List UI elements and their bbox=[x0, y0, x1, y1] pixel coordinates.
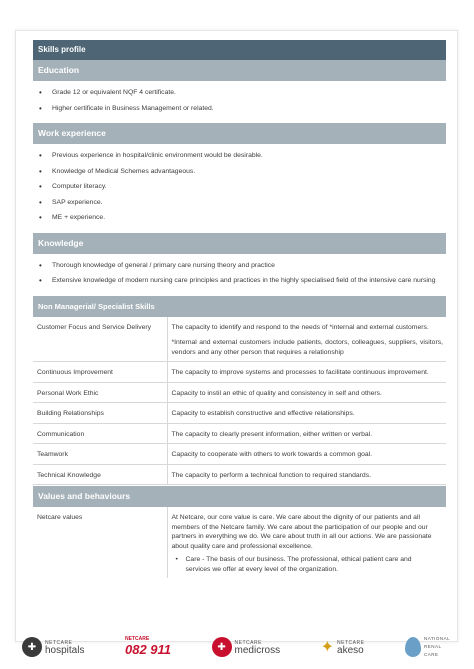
document-content bbox=[33, 40, 446, 578]
list-item: • Care - The basis of our business. The professional, ethical patient care and services we offer at every level of the organization. bbox=[172, 555, 437, 574]
national-renal-care-logo: NATIONAL RENAL CARE bbox=[405, 635, 452, 659]
list-item: • Previous experience in hospital/clinic environment would be desirable. bbox=[33, 151, 446, 161]
work-experience-header: Work experience bbox=[33, 123, 446, 144]
values-label: Netcare values bbox=[33, 507, 167, 578]
values-table bbox=[33, 507, 446, 578]
skill-label: Building Relationships bbox=[33, 403, 167, 424]
kidney-emblem-icon bbox=[405, 637, 421, 657]
skill-label: Communication bbox=[33, 423, 167, 444]
education-list bbox=[33, 81, 446, 123]
skills-header: Non Managerial/ Specialist Skills bbox=[33, 296, 446, 317]
netcare-emblem-icon: ✚ bbox=[22, 637, 42, 657]
table-row bbox=[33, 317, 446, 362]
table-row bbox=[33, 464, 446, 485]
list-item: • Computer literacy. bbox=[33, 182, 446, 192]
skill-description: The capacity to identify and respond to the needs of *internal and external customers. bbox=[171, 323, 429, 331]
netcare-medicross-logo: ✚ NETCARE medicross bbox=[212, 637, 281, 657]
skill-label: Customer Focus and Service Delivery bbox=[33, 317, 167, 362]
list-item: • Extensive knowledge of modern nursing care principles and practices in the highly specialised field of the intensive care nursing bbox=[33, 276, 446, 286]
list-item: • SAP experience. bbox=[33, 198, 446, 208]
table-row bbox=[33, 507, 446, 578]
netcare-akeso-logo: ✦ NETCARE akeso bbox=[320, 639, 365, 656]
skill-description: Capacity to cooperate with others to work towards a common goal. bbox=[167, 444, 446, 465]
netcare-hospitals-logo: ✚ NETCARE hospitals bbox=[22, 637, 84, 657]
skill-description: Capacity to instil an ethic of quality and consistency in self and others. bbox=[167, 382, 446, 403]
list-item: • Thorough knowledge of general / primary care nursing theory and practice bbox=[33, 261, 446, 271]
knowledge-list bbox=[33, 254, 446, 296]
table-row bbox=[33, 444, 446, 465]
table-row bbox=[33, 362, 446, 383]
skill-description: The capacity to clearly present information, either written or verbal. bbox=[167, 423, 446, 444]
skill-note: *Internal and external customers include patients, doctors, colleagues, suppliers, visitors, vendors and any other person that requires a relationship bbox=[171, 339, 443, 356]
skill-label: Personal Work Ethic bbox=[33, 382, 167, 403]
skill-label: Continuous Improvement bbox=[33, 362, 167, 383]
list-item: • Knowledge of Medical Schemes advantageous. bbox=[33, 167, 446, 177]
skills-profile-header: Skills profile bbox=[33, 40, 446, 60]
skill-label: Teamwork bbox=[33, 444, 167, 465]
skills-table bbox=[33, 317, 446, 486]
values-header: Values and behaviours bbox=[33, 486, 446, 507]
netcare-911-logo: NETCARE 082 911 bbox=[124, 636, 172, 657]
cross-emblem-icon: ✚ bbox=[212, 637, 232, 657]
skill-description: The capacity to perform a technical function to required standards. bbox=[167, 464, 446, 485]
values-list bbox=[172, 555, 437, 574]
list-item: • Grade 12 or equivalent NQF 4 certificate. bbox=[33, 88, 446, 98]
figure-emblem-icon: ✦ bbox=[320, 639, 335, 656]
values-text: At Netcare, our core value is care. We care about the dignity of our patients and all members of the Netcare family. We care about the participation of our people and our partners in everything we do. We care about truth in all our actions. We are passionate about quality care and professional excellence. bbox=[171, 514, 432, 550]
work-experience-list bbox=[33, 144, 446, 233]
skill-description: The capacity to improve systems and processes to facilitate continuous improvement. bbox=[167, 362, 446, 383]
table-row bbox=[33, 382, 446, 403]
skill-description: Capacity to establish constructive and effective relationships. bbox=[167, 403, 446, 424]
list-item: • Higher certificate in Business Management or related. bbox=[33, 104, 446, 114]
table-row bbox=[33, 423, 446, 444]
knowledge-header: Knowledge bbox=[33, 233, 446, 254]
list-item: • ME + experience. bbox=[33, 213, 446, 223]
table-row bbox=[33, 403, 446, 424]
footer-logos bbox=[22, 632, 452, 662]
skill-label: Technical Knowledge bbox=[33, 464, 167, 485]
education-header: Education bbox=[33, 60, 446, 81]
